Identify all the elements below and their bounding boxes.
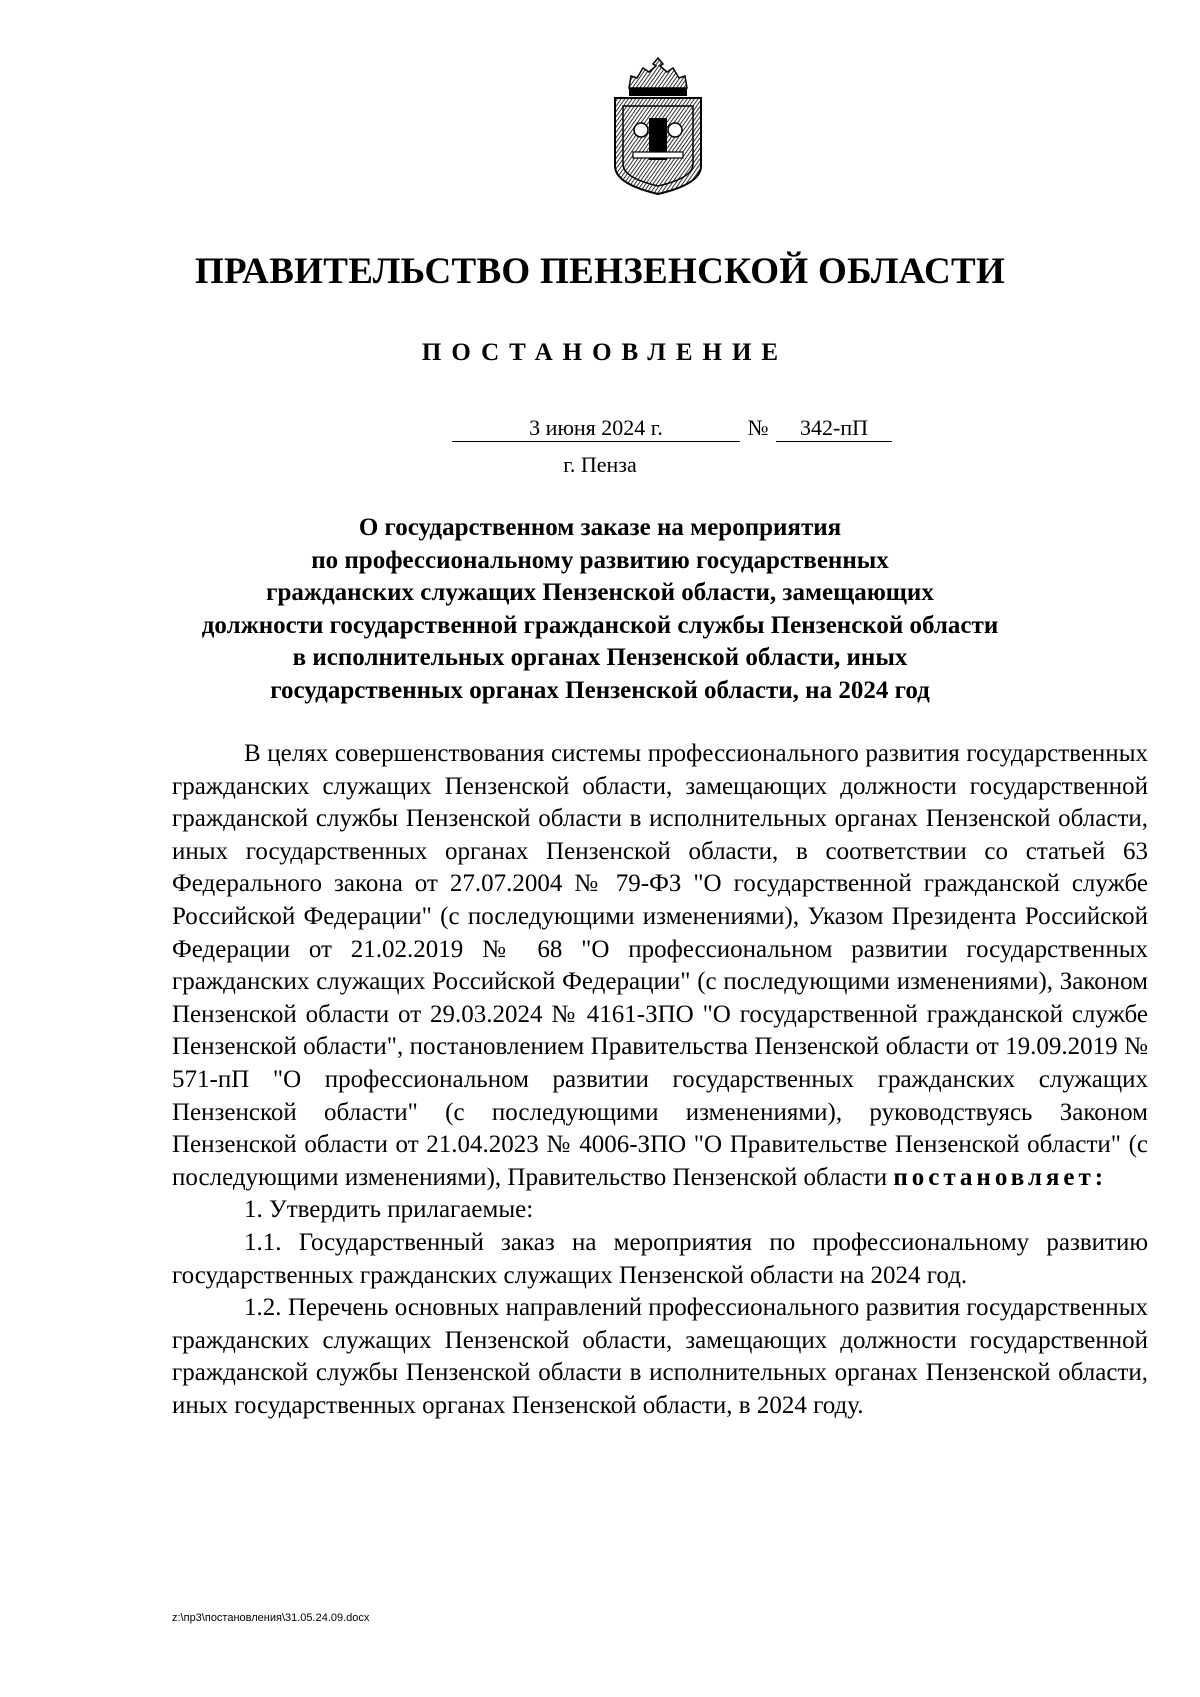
subject-line: государственных органах Пензенской области, на 2024 год <box>270 676 930 704</box>
item-1: 1. Утвердить прилагаемые: <box>244 1196 534 1224</box>
item-1-1: 1.1. Государственный заказ на мероприятия по профессиональному развитию государственных гражданских служащих Пензенской области на 2024 год. <box>172 1228 1148 1289</box>
document-subject <box>150 512 1050 707</box>
date-number-line <box>0 415 1200 445</box>
preamble-paragraph <box>172 738 1148 1194</box>
preamble-text: В целях совершенствования системы профессионального развития государственных гражданских служащих Пензенской области, замещающих должности государственной гражданской службы Пензенской области в исполнительных органах Пензенской области, иных государственных органах Пензенской области, в соответствии со статьей 63 Федерального закона от 27.07.2004 № 79-ФЗ "О государственной гражданской службе Российской Федерации" (с последующими изменениями), Указом Президента Российской Федерации от 21.02.2019 № 68 "О профессиональном развитии государственных гражданских служащих Российской Федерации" (с последующими изменениями), Законом Пензенской области от 29.03.2024 № 4161-ЗПО "О государственной гражданской службе Пензенской области", постановлением Правительства Пензенской области от 19.09.2019 № 571-пП "О профессиональном развитии государственных гражданских служащих Пензенской области" (с последующими изменениями), руководствуясь Законом Пензенской области от 21.04.2023 № 4006-ЗПО "О Правительстве Пензенской области" (с последующими изменениями), Правительство Пензенской области <box>172 740 1148 1191</box>
number-sign: № <box>747 415 769 440</box>
resolves-word: постановляет: <box>893 1163 1108 1191</box>
document-date: 3 июня 2024 г. <box>452 415 740 442</box>
government-title: ПРАВИТЕЛЬСТВО ПЕНЗЕНСКОЙ ОБЛАСТИ <box>194 251 1006 292</box>
item-1-2: 1.2. Перечень основных направлений профессионального развития государственных гражданских служащих Пензенской области, замещающих должности государственной гражданской службы Пензенской области в исполнительных органах Пензенской области, иных государственных органах Пензенской области, в 2024 году. <box>172 1294 1148 1419</box>
coat-of-arms-icon <box>603 56 713 196</box>
document-number: 342-пП <box>776 415 892 442</box>
document-type: ПОСТАНОВЛЕНИЕ <box>421 339 789 366</box>
subject-line: должности государственной гражданской службы Пензенской области <box>201 611 999 639</box>
subject-line: по профессиональному развитию государственных <box>311 546 889 574</box>
subject-line: гражданских служащих Пензенской области, замещающих <box>266 579 934 606</box>
city: г. Пенза <box>563 452 637 477</box>
file-path-footer: z:\пр3\постановления\31.05.24.09.docx <box>172 1612 370 1624</box>
document-body <box>172 738 1148 1422</box>
subject-line: О государственном заказе на мероприятия <box>358 514 842 541</box>
subject-line: в исполнительных органах Пензенской области, иных <box>292 644 908 671</box>
